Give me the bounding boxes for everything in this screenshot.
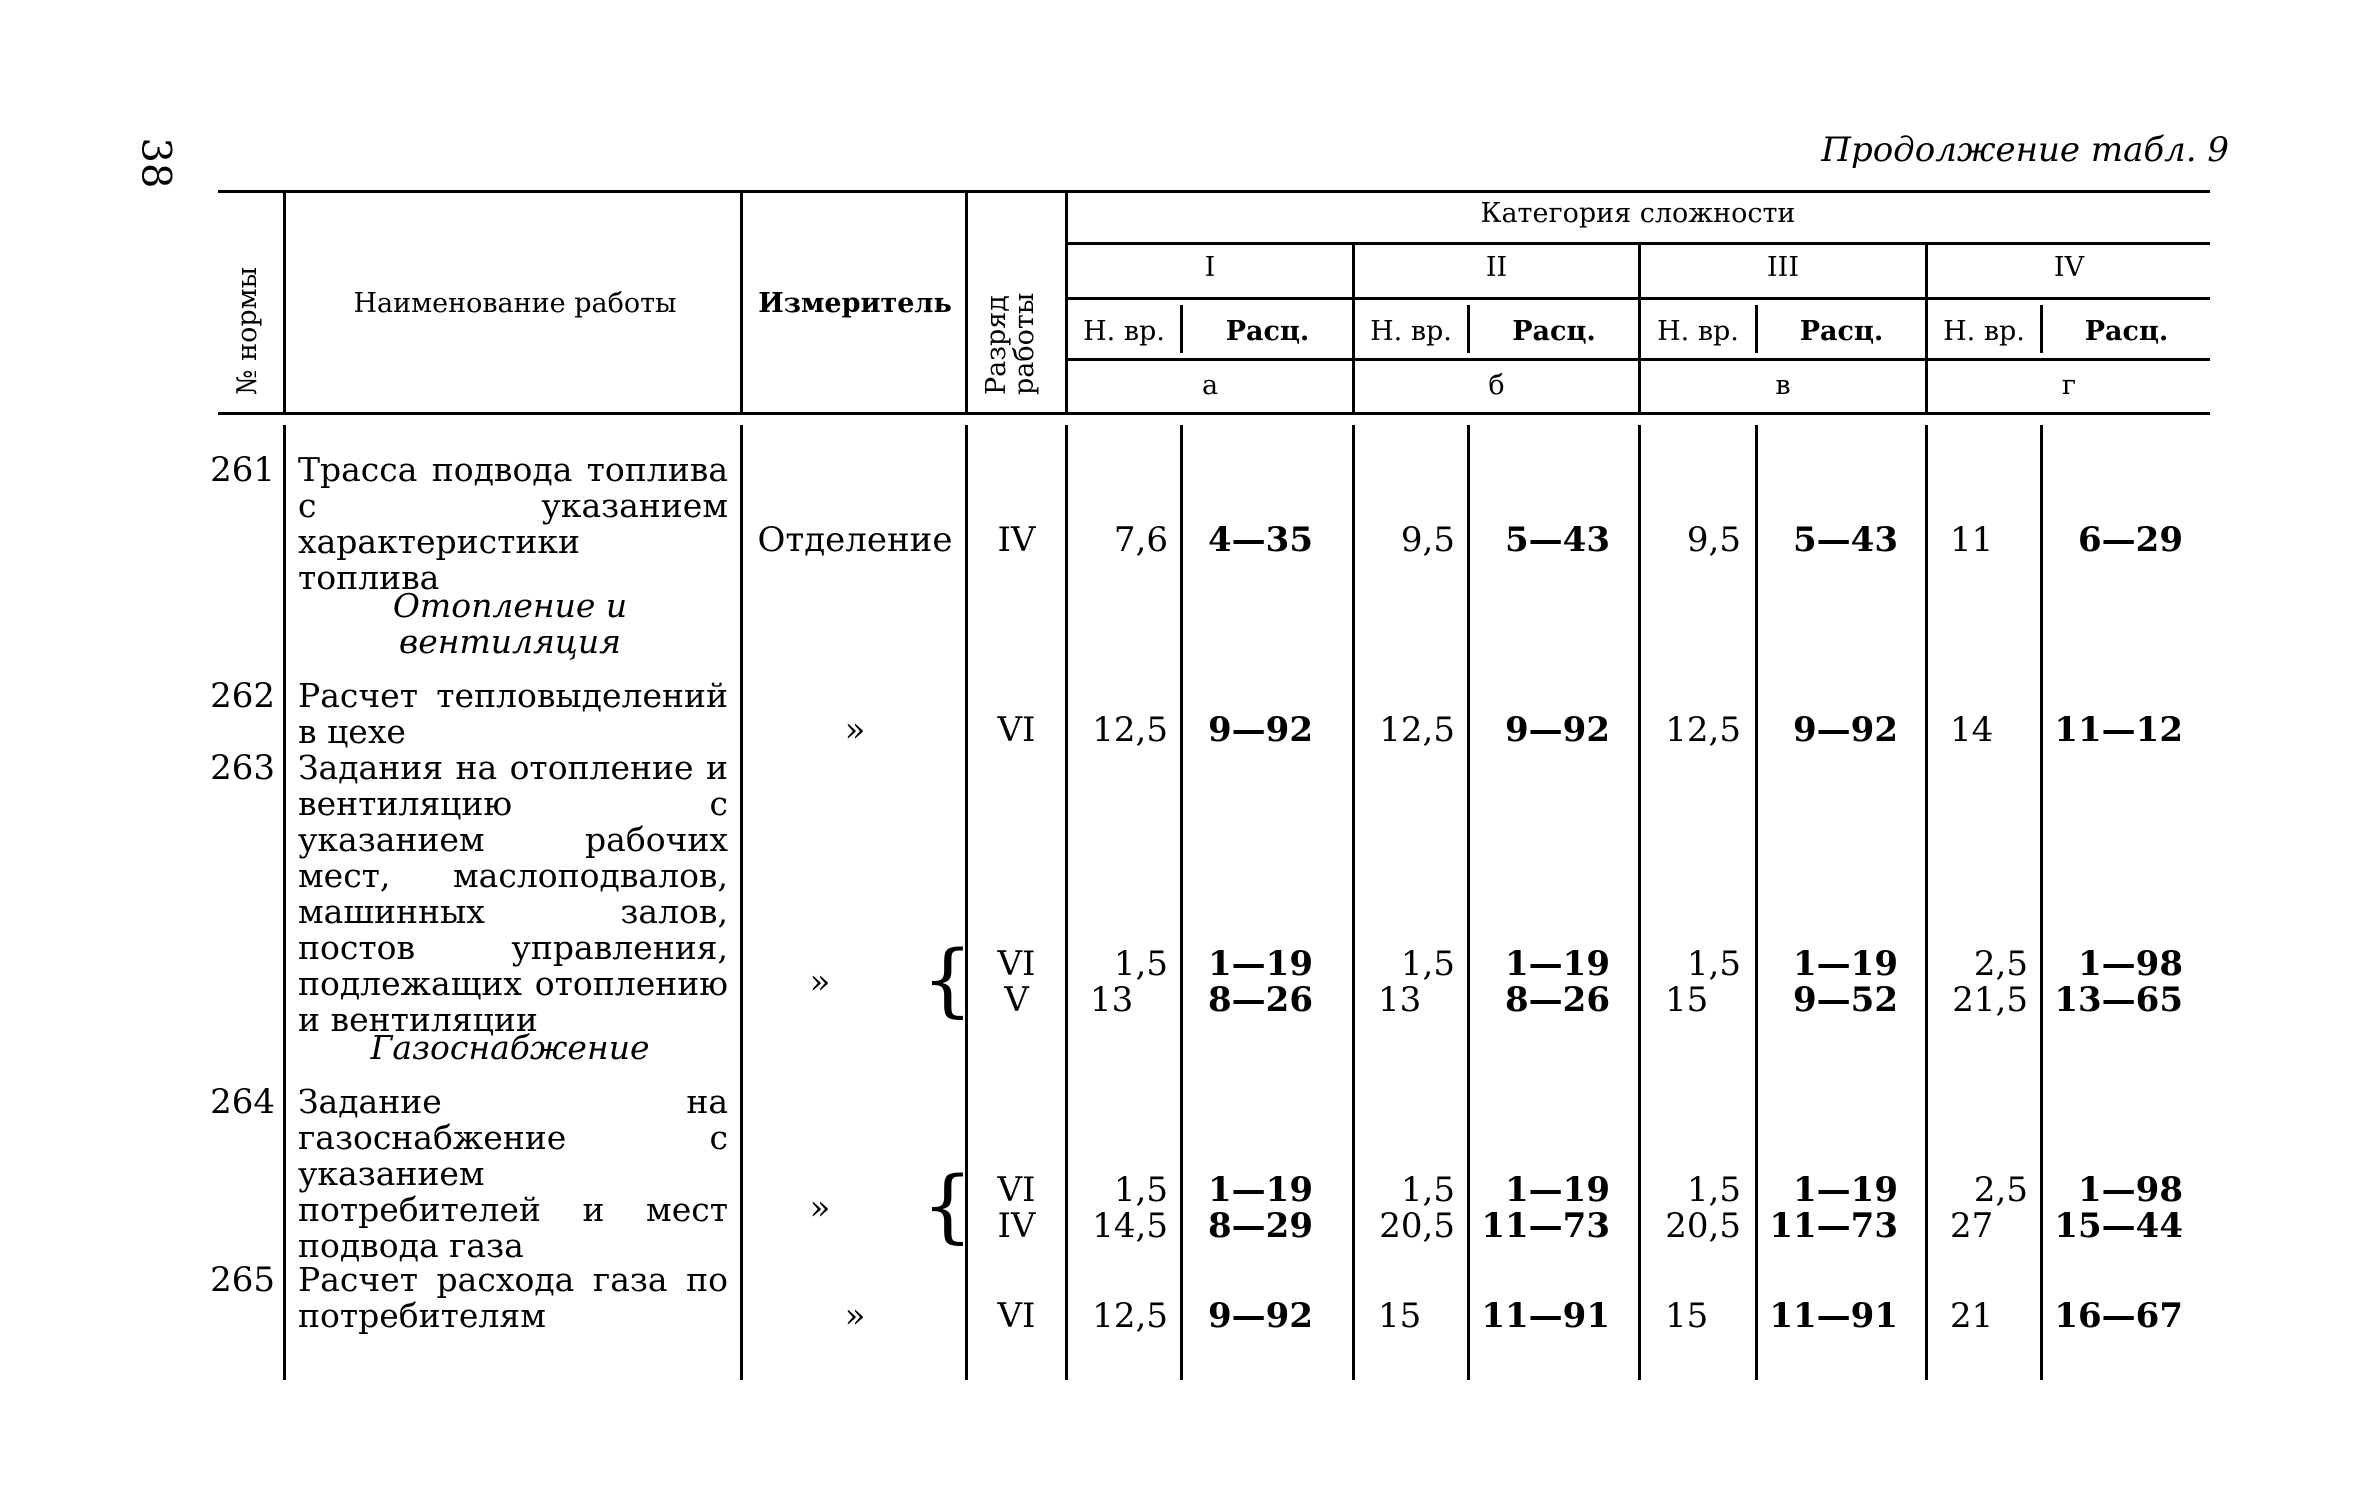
grade-cell: VI: [997, 710, 1036, 750]
norm-time: 1,5: [1113, 1170, 1168, 1210]
rate-cell: 9—92: [1208, 710, 1313, 750]
norm-time: 27: [1950, 1206, 1994, 1246]
work-name: Расчет расхода газа по потребителям: [298, 1260, 728, 1335]
page-number: 38: [132, 137, 179, 189]
norm-time: 2,5: [1973, 944, 2028, 984]
norm-number: 262: [210, 676, 275, 716]
norm-time: 12,5: [1665, 710, 1741, 750]
col-divider: [740, 425, 743, 1380]
header-nvr: Н. вр.: [1370, 316, 1452, 347]
norm-number: 264: [210, 1082, 275, 1122]
norm-time: 15: [1378, 1296, 1422, 1336]
rate-cell: 4—35: [1208, 520, 1313, 560]
rate-cell: 11—91: [1769, 1296, 1898, 1336]
measure-cell: »: [844, 1296, 866, 1336]
rate-cell: 13—65: [2054, 980, 2183, 1020]
col-divider: [965, 190, 968, 415]
norm-number: 265: [210, 1260, 275, 1300]
header-nvr: Н. вр.: [1657, 316, 1739, 347]
rate-cell: 8—29: [1208, 1206, 1313, 1246]
header-rasc: Расц.: [1799, 316, 1884, 347]
rate-cell: 1—19: [1208, 944, 1313, 984]
rate-cell: 6—29: [2078, 520, 2183, 560]
brace-icon: {: [922, 1159, 973, 1252]
col-divider: [1925, 425, 1928, 1380]
grade-cell: VI: [997, 944, 1036, 984]
rate-cell: 9—92: [1793, 710, 1898, 750]
header-rasc: Расц.: [1512, 316, 1596, 347]
rate-cell: 1—19: [1505, 1170, 1610, 1210]
header-work-name: Наименование работы: [353, 288, 677, 319]
norm-time: 12,5: [1379, 710, 1455, 750]
rate-cell: 1—98: [2078, 1170, 2183, 1210]
header-cat-4: IV: [2053, 252, 2085, 283]
norm-time: 20,5: [1379, 1206, 1455, 1246]
rate-cell: 8—26: [1505, 980, 1610, 1020]
col-divider: [740, 190, 743, 415]
work-name: Задание на газоснабжение с указанием потребителей и мест подвода газа: [298, 1082, 728, 1265]
rate-cell: 8—26: [1208, 980, 1313, 1020]
header-letter-g: г: [2061, 370, 2077, 401]
rate-cell: 16—67: [2054, 1296, 2183, 1336]
norm-time: 1,5: [1686, 944, 1741, 984]
header-cat-3: III: [1767, 252, 1799, 283]
rate-cell: 11—73: [1769, 1206, 1898, 1246]
norm-time: 13: [1090, 980, 1134, 1020]
norm-time: 15: [1665, 980, 1709, 1020]
norm-number: 263: [210, 748, 275, 788]
header-letter-a: а: [1201, 370, 1219, 401]
measure-cell: »: [809, 1188, 831, 1228]
header-nvr: Н. вр.: [1943, 316, 2025, 347]
measure-cell: »: [809, 962, 831, 1002]
header-letter-b: б: [1488, 370, 1505, 401]
work-name: Расчет тепловыделений в цехе: [298, 676, 728, 751]
header-category: Категория сложности: [1480, 198, 1796, 229]
norm-time: 2,5: [1973, 1170, 2028, 1210]
rate-cell: 5—43: [1793, 520, 1898, 560]
col-divider: [283, 190, 286, 415]
norm-time: 1,5: [1686, 1170, 1741, 1210]
header-nvr: Н. вр.: [1083, 316, 1165, 347]
rate-cell: 9—52: [1793, 980, 1898, 1020]
grade-cell: V: [1004, 980, 1029, 1020]
rate-cell: 1—19: [1505, 944, 1610, 984]
table-continuation-caption: Продолжение табл. 9: [1821, 130, 2229, 170]
rate-cell: 9—92: [1208, 1296, 1313, 1336]
section-heading: Отопление и вентиляция: [392, 586, 628, 661]
rate-cell: 1—19: [1208, 1170, 1313, 1210]
grade-cell: IV: [997, 520, 1036, 560]
norm-time: 13: [1378, 980, 1422, 1020]
norm-time: 14: [1950, 710, 1994, 750]
col-divider: [283, 425, 286, 1380]
table-top-rule: [218, 190, 2210, 193]
section-heading: Газоснабжение: [370, 1028, 650, 1067]
header-measure: Измеритель: [758, 288, 952, 319]
measure-cell: Отделение: [757, 520, 953, 560]
norm-number: 261: [210, 450, 275, 490]
header-cat-2: II: [1485, 252, 1508, 283]
grade-cell: IV: [997, 1206, 1036, 1246]
grade-cell: VI: [997, 1296, 1036, 1336]
norm-time: 12,5: [1092, 1296, 1168, 1336]
norm-time: 1,5: [1113, 944, 1168, 984]
header-cat-1: I: [1204, 252, 1216, 283]
header-grade: Разряд работы: [981, 292, 1040, 395]
work-name: Задания на отопление и вентиляцию с указанием рабочих мест, маслоподвалов, машинных залов, постов управления, подлежащих отоплению и вентиляции: [298, 748, 728, 1039]
header-bottom-rule: [218, 412, 2210, 415]
norm-time: 7,6: [1113, 520, 1168, 560]
norm-time: 1,5: [1400, 1170, 1455, 1210]
norm-time: 12,5: [1092, 710, 1168, 750]
norm-time: 1,5: [1400, 944, 1455, 984]
rate-cell: 5—43: [1505, 520, 1610, 560]
norm-time: 20,5: [1665, 1206, 1741, 1246]
rate-cell: 15—44: [2054, 1206, 2183, 1246]
work-name: Трасса подвода топлива с указанием характеристики топлива: [298, 450, 728, 597]
header-rasc: Расц.: [2084, 316, 2169, 347]
norm-time: 9,5: [1686, 520, 1741, 560]
header-rasc: Расц.: [1225, 316, 1310, 347]
norm-time: 15: [1665, 1296, 1709, 1336]
rate-cell: 11—91: [1481, 1296, 1610, 1336]
header-letter-v: в: [1775, 370, 1791, 401]
rate-cell: 11—73: [1481, 1206, 1610, 1246]
norm-time: 21: [1950, 1296, 1994, 1336]
grade-cell: VI: [997, 1170, 1036, 1210]
norm-time: 21,5: [1952, 980, 2028, 1020]
header-norm-no: № нормы: [232, 266, 263, 395]
rate-cell: 1—98: [2078, 944, 2183, 984]
norm-time: 14,5: [1092, 1206, 1168, 1246]
norm-time: 11: [1950, 520, 1994, 560]
measure-cell: »: [844, 710, 866, 750]
rate-cell: 9—92: [1505, 710, 1610, 750]
norm-time: 9,5: [1400, 520, 1455, 560]
rate-cell: 1—19: [1793, 944, 1898, 984]
brace-icon: {: [922, 933, 973, 1026]
rate-cell: 1—19: [1793, 1170, 1898, 1210]
rate-cell: 11—12: [2054, 710, 2183, 750]
